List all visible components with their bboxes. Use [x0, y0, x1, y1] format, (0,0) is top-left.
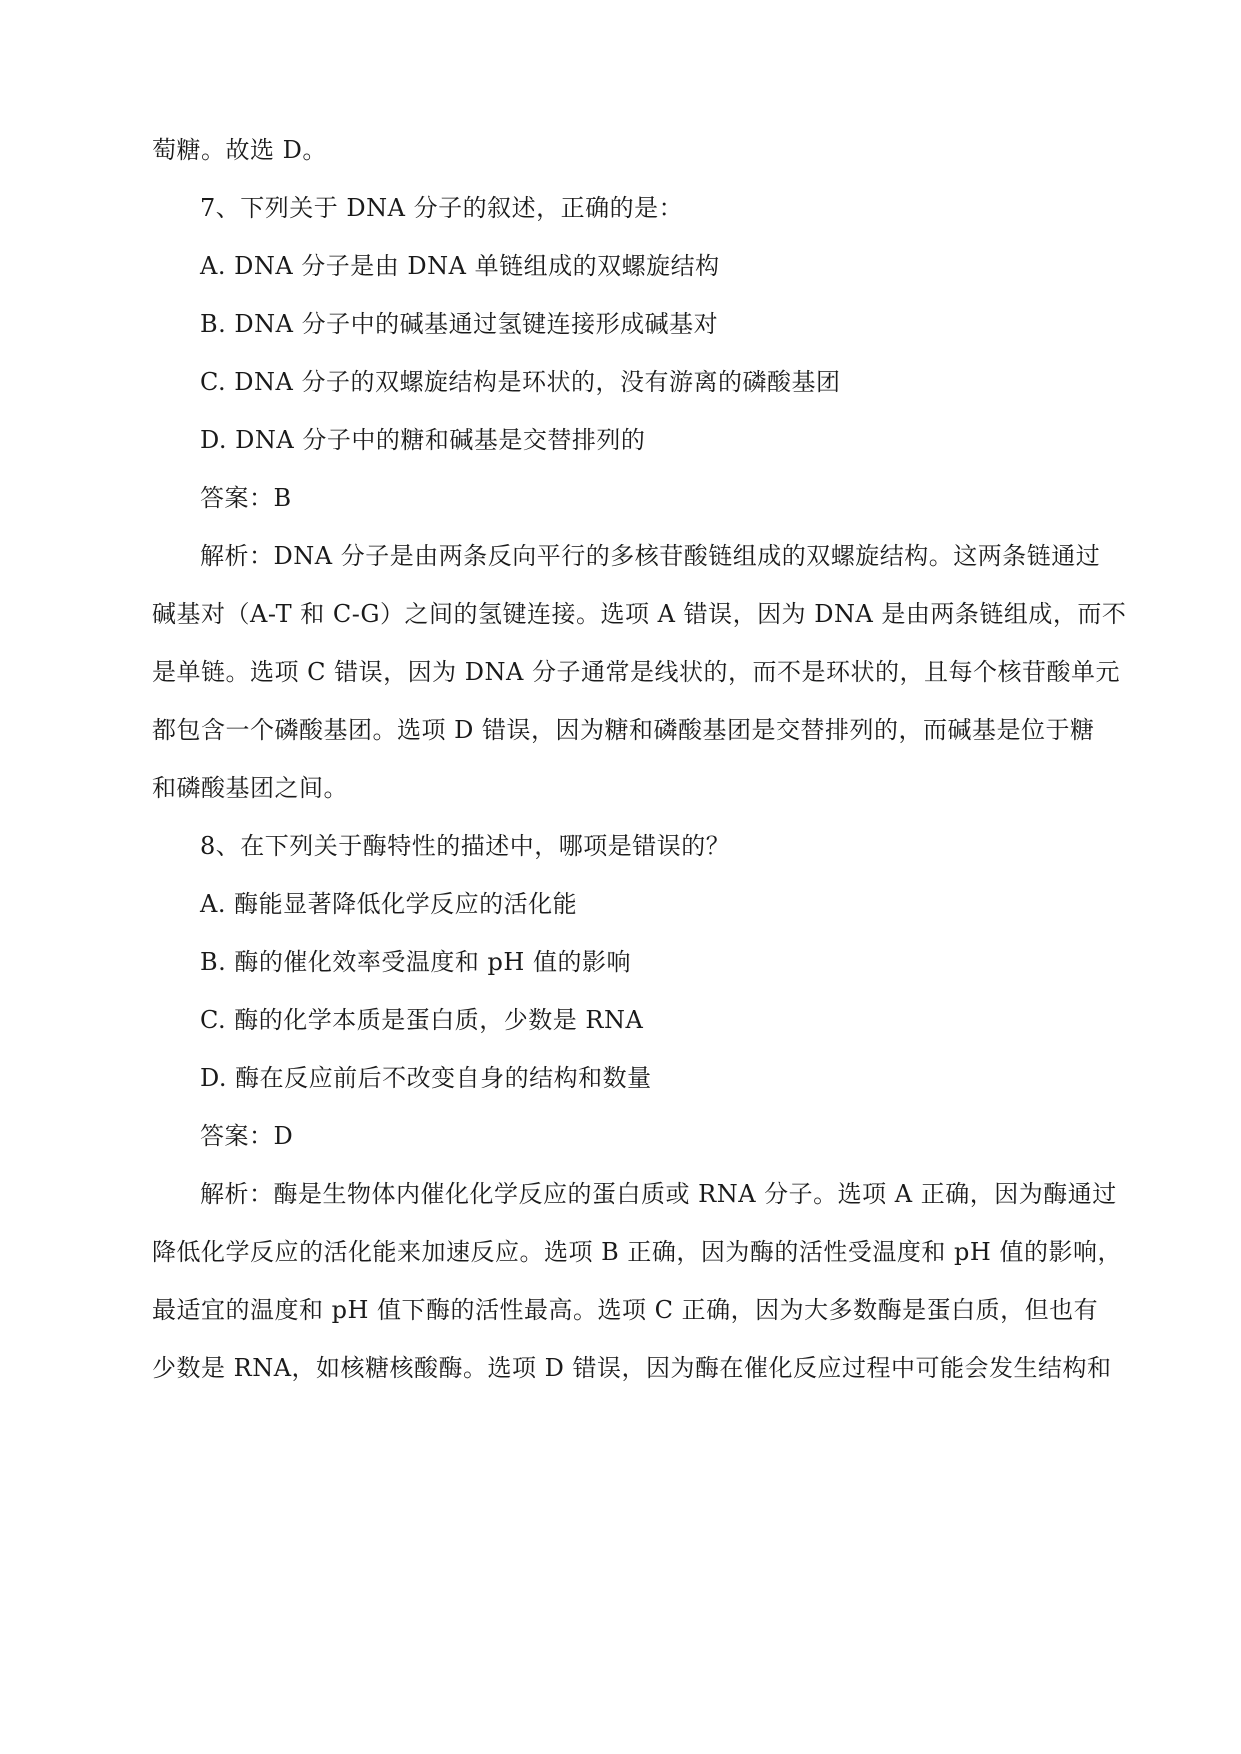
question-7-option-c: C. DNA 分子的双螺旋结构是环状的，没有游离的磷酸基团 [200, 368, 841, 396]
question-7-option-a: A. DNA 分子是由 DNA 单链组成的双螺旋结构 [200, 252, 720, 280]
question-8-explanation-line: 少数是 RNA，如核糖核酸酶。选项 D 错误，因为酶在催化反应过程中可能会发生结构和 [152, 1354, 1112, 1382]
question-8-explanation-line: 降低化学反应的活化能来加速反应。选项 B 正确，因为酶的活性受温度和 pH 值的影响， [152, 1238, 1122, 1266]
question-7-stem: 7、下列关于 DNA 分子的叙述，正确的是： [200, 194, 684, 222]
question-8-stem: 8、在下列关于酶特性的描述中，哪项是错误的？ [200, 832, 731, 860]
question-8-answer: 答案：D [200, 1122, 294, 1150]
question-8-option-a: A. 酶能显著降低化学反应的活化能 [200, 890, 578, 918]
question-7-explanation-line: 碱基对（A-T 和 C-G）之间的氢键连接。选项 A 错误，因为 DNA 是由两条链组成，而不 [152, 600, 1127, 628]
question-8-explanation-line: 最适宜的温度和 pH 值下酶的活性最高。选项 C 正确，因为大多数酶是蛋白质，但也有 [152, 1296, 1099, 1324]
question-7-option-d: D. DNA 分子中的糖和碱基是交替排列的 [200, 426, 646, 454]
question-7-explanation-line: 解析：DNA 分子是由两条反向平行的多核苷酸链组成的双螺旋结构。这两条链通过 [200, 542, 1101, 570]
question-8-option-b: B. 酶的催化效率受温度和 pH 值的影响 [200, 948, 631, 976]
question-7-explanation-line: 和磷酸基团之间。 [152, 774, 348, 802]
question-7-explanation-line: 是单链。选项 C 错误，因为 DNA 分子通常是线状的，而不是环状的，且每个核苷酸单元 [152, 658, 1120, 686]
question-7-option-b: B. DNA 分子中的碱基通过氢键连接形成碱基对 [200, 310, 719, 338]
question-8-option-c: C. 酶的化学本质是蛋白质，少数是 RNA [200, 1006, 644, 1034]
text-line: 萄糖。故选 D。 [152, 136, 327, 164]
question-8-explanation-line: 解析：酶是生物体内催化化学反应的蛋白质或 RNA 分子。选项 A 正确，因为酶通过 [200, 1180, 1117, 1208]
question-8-option-d: D. 酶在反应前后不改变自身的结构和数量 [200, 1064, 652, 1092]
question-7-explanation-line: 都包含一个磷酸基团。选项 D 错误，因为糖和磷酸基团是交替排列的，而碱基是位于糖 [152, 716, 1095, 744]
question-7-answer: 答案：B [200, 484, 292, 512]
